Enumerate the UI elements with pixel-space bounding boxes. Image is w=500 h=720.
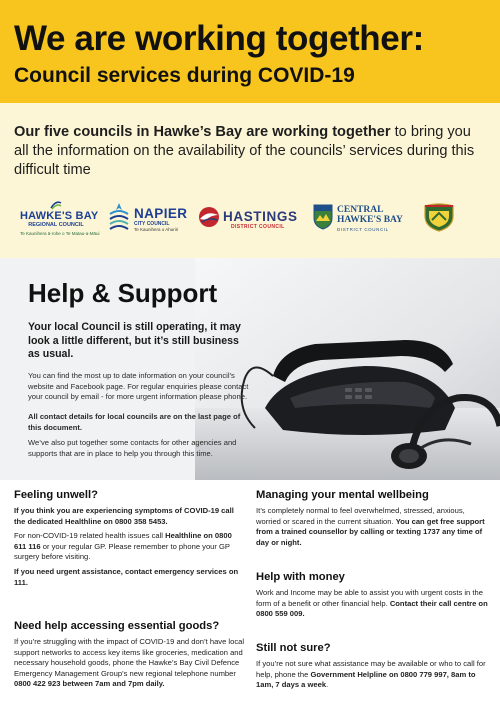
intro-rest: to bring you all the information on the availability of the councils’ services during this difficult time — [14, 124, 475, 178]
wellbeing-paragraph-1 — [256, 506, 488, 548]
napier-waves-icon — [108, 202, 130, 232]
wellbeing-p1-a: It’s completely normal to feel overwhelmed, stressed, anxious, worried or scared in the current situation. — [256, 506, 465, 526]
money-p1-a: Work and Income may be able to assist you with urgent costs in the form of a benefit or other financial help. — [256, 588, 483, 608]
logo-napier-city-council — [108, 200, 192, 246]
header-banner — [0, 0, 500, 103]
hastings-name-2: DISTRICT COUNCIL — [231, 224, 285, 230]
logo-central-hawkes-bay-district-council — [313, 200, 413, 246]
intro-band — [0, 103, 500, 258]
help-title: Help & Support — [28, 278, 218, 308]
logo-hawkes-bay-regional-council — [20, 200, 100, 246]
goods-p1-a: If you’re struggling with the impact of COVID-19 and don’t have local support networks to access key items like groceries, medication and necessary household goods, phone the Hawke’s Bay Civil Defence Emergency Management Group’s new regional telephone number — [14, 637, 245, 678]
section-feeling-unwell — [14, 488, 246, 588]
page-subtitle: Council services during COVID-19 — [14, 64, 355, 87]
hbrc-name-2: REGIONAL COUNCIL — [28, 222, 84, 228]
logo-wairoa-district-council — [419, 200, 459, 246]
money-p1-b: Contact their call centre on 0800 559 009. — [256, 598, 488, 619]
page-title: We are working together: — [14, 19, 424, 58]
crest-icon — [423, 202, 455, 232]
money-paragraph-1 — [256, 588, 488, 620]
heading-mental-wellbeing: Managing your mental wellbeing — [256, 489, 429, 501]
notsure-p1-c: . — [326, 680, 329, 690]
napier-tagline: Te Kaunihera o Ahuriri — [134, 227, 179, 232]
chb-name: CENTRAL — [337, 205, 384, 215]
goods-paragraph-1 — [14, 637, 246, 690]
help-support-section — [0, 258, 500, 480]
wellbeing-p1-b: You can get free support from a trained counsellor by calling or texting 1737 any time of day or night. — [256, 516, 485, 547]
logo-hastings-district-council — [197, 200, 297, 246]
help-paragraph-1: You can find the most up to date information on your council’s website and Facebook page. For regular enquiries please contact your council by email - for more urgent information please phone. — [28, 371, 249, 402]
unwell-p2-c: or your regular GP. Please remember to phone your GP surgery before visiting. — [14, 541, 230, 562]
heading-help-with-money: Help with money — [256, 571, 345, 583]
unwell-p3-bold: If you need urgent assistance, contact emergency services on 111. — [14, 566, 239, 587]
notsure-p1-a: If you’re not sure what assistance may be available or who to call for help, phone the — [256, 659, 486, 679]
section-mental-wellbeing — [256, 488, 488, 548]
heading-essential-goods: Need help accessing essential goods? — [14, 620, 220, 632]
help-paragraph-3: We’ve also put together some contacts for other agencies and supports that are in place to help you through this time. — [28, 438, 237, 458]
heading-feeling-unwell: Feeling unwell? — [14, 489, 98, 501]
hbrc-tagline: Te Kaunihera ā-rohe o Te Matau-a-Māui — [20, 231, 100, 236]
section-essential-goods — [14, 619, 246, 690]
section-still-not-sure — [256, 641, 488, 691]
help-paragraph-2: All contact details for local councils are on the last page of this document. — [28, 412, 241, 432]
notsure-paragraph-1 — [256, 659, 488, 691]
hastings-emblem-icon — [197, 206, 221, 228]
hastings-name: HASTINGS — [223, 209, 298, 224]
unwell-p2-b: Healthline on 0800 611 116 — [14, 531, 232, 551]
chb-shield-icon — [313, 204, 333, 230]
napier-name: NAPIER — [134, 206, 188, 221]
unwell-p2-a: For non-COVID-19 related health issues call — [14, 531, 166, 541]
unwell-paragraph-3 — [14, 567, 246, 588]
hbrc-name: HAWKE'S BAY — [20, 210, 99, 222]
unwell-p1-bold: If you think you are experiencing symptoms of COVID-19 call the dedicated Healthline on 0800 358 5453. — [14, 506, 234, 526]
chb-name-2: HAWKE'S BAY — [337, 215, 403, 225]
intro-bold: Our five councils in Hawke’s Bay are working together — [14, 124, 391, 140]
help-lead: Your local Council is still operating, it may look a little different, but it’s still business as usual. — [28, 321, 241, 360]
heading-still-not-sure: Still not sure? — [256, 642, 331, 654]
goods-p1-b: 0800 422 923 between 7am and 7pm daily. — [14, 679, 165, 689]
notsure-p1-b: Government Helpline on 0800 779 997, 8am to 1am, 7 days a week — [256, 669, 476, 690]
unwell-paragraph-2 — [14, 531, 246, 563]
section-help-with-money — [256, 570, 488, 620]
hbrc-swoosh-icon — [50, 200, 62, 210]
council-logos — [0, 192, 500, 252]
unwell-paragraph-1 — [14, 506, 246, 527]
napier-name-2: CITY COUNCIL — [134, 221, 170, 227]
intro-text — [14, 123, 488, 180]
help-text-block — [0, 258, 255, 480]
chb-sub: DISTRICT COUNCIL — [337, 227, 389, 232]
